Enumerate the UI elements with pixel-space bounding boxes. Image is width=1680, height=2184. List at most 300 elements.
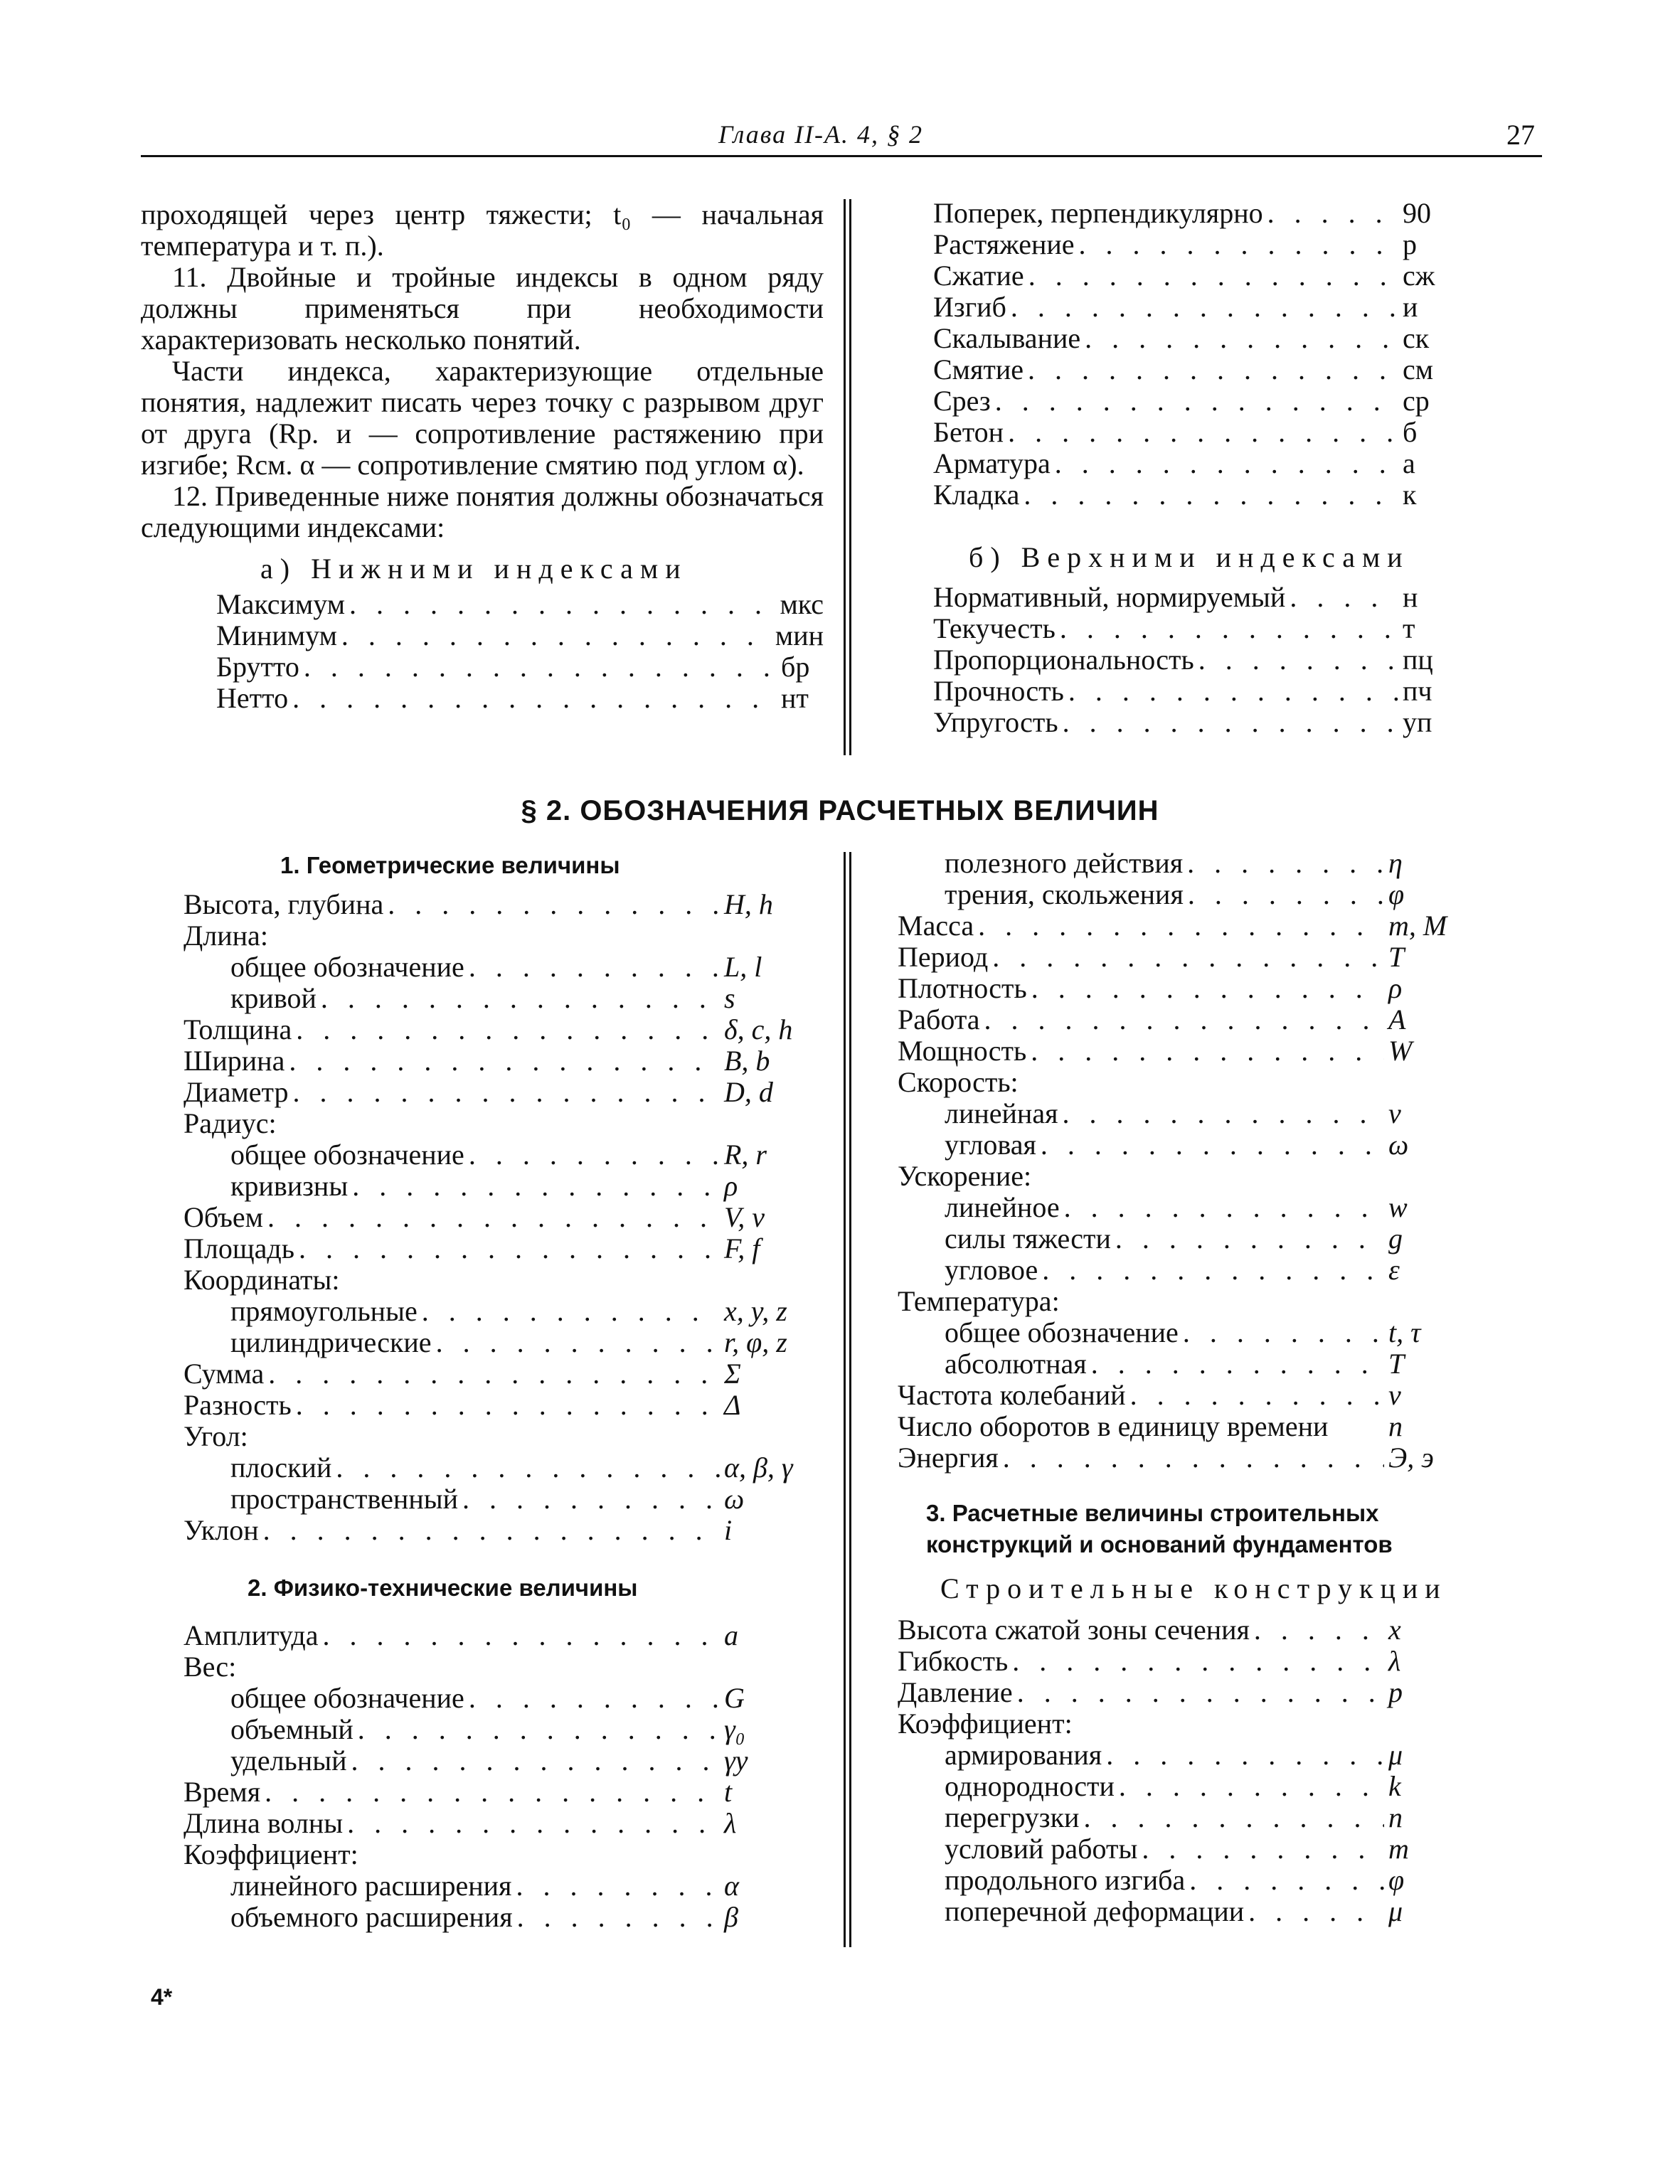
list-item [898, 1129, 1474, 1161]
subheading-design-line1: 3. Расчетные величины строительных [926, 1500, 1379, 1526]
dot-leader [1111, 1223, 1384, 1255]
physical-list-cont [898, 848, 1474, 1474]
item-symbol: B, b [724, 1045, 770, 1077]
item-symbol: p [1388, 1676, 1403, 1708]
list-item [184, 1139, 809, 1171]
item-term: Нетто [216, 682, 289, 714]
dot-leader [343, 1808, 720, 1839]
dot-leader [980, 1004, 1384, 1035]
item-term: общее обозначение [945, 1316, 1179, 1348]
running-head: Глава II-A. 4, § 2 [718, 120, 924, 149]
item-term: Время [184, 1776, 261, 1808]
list-item [898, 1255, 1474, 1286]
paragraph: 12. Приведенные ниже понятия должны обозначаться следующими индексами: [141, 480, 824, 543]
item-symbol: s [724, 982, 735, 1014]
dot-leader [1026, 1035, 1384, 1067]
item-term: Коэффициент: [898, 1708, 1073, 1740]
item-term: кривизны [230, 1170, 349, 1202]
column-divider [844, 199, 846, 755]
item-term: Коэффициент: [184, 1838, 358, 1870]
dot-leader [285, 1045, 720, 1077]
list-item [898, 1192, 1474, 1223]
list-item [184, 889, 809, 920]
subheading-upper-indices: б) Верхними индексами [969, 541, 1410, 573]
item-term: объемного расширения [230, 1901, 513, 1933]
item-symbol: r, φ, z [724, 1326, 787, 1358]
list-item [184, 1714, 809, 1745]
dot-leader [1060, 1192, 1384, 1223]
dot-leader [1024, 260, 1398, 292]
list-item [216, 651, 824, 683]
dot-leader [1038, 1255, 1384, 1286]
list-item [933, 354, 1445, 385]
item-term: Срез [933, 385, 991, 417]
list-item [184, 920, 809, 952]
dot-leader [1058, 1098, 1385, 1129]
left-top-column [141, 199, 824, 714]
item-symbol: а [1403, 447, 1415, 479]
item-term: Разность [184, 1389, 292, 1421]
item-term: Высота, глубина [184, 888, 384, 920]
item-term: линейная [945, 1097, 1058, 1129]
dot-leader [1250, 1614, 1384, 1646]
item-term: Скорость: [898, 1066, 1019, 1098]
item-term: Период [898, 941, 989, 973]
item-term: пространственный [230, 1483, 459, 1515]
dot-leader [1004, 417, 1398, 448]
list-item [898, 1348, 1474, 1380]
list-item [898, 1865, 1474, 1896]
list-item [184, 1421, 809, 1452]
item-symbol: R, r [724, 1139, 767, 1171]
dot-leader [353, 1714, 720, 1745]
item-symbol: пц [1403, 644, 1433, 676]
item-symbol: λ [724, 1807, 737, 1839]
list-item [216, 589, 824, 620]
item-symbol: m, M [1388, 910, 1447, 942]
item-term: Нормативный, нормируемый [933, 581, 1286, 613]
dot-leader [418, 1296, 720, 1327]
list-item [184, 1839, 809, 1870]
item-term: Смятие [933, 353, 1024, 385]
list-item [898, 1035, 1474, 1067]
dot-leader [292, 1014, 720, 1045]
item-term: Длина волны [184, 1807, 344, 1839]
dot-leader [1036, 1129, 1384, 1161]
list-item [898, 1771, 1474, 1802]
list-item [933, 479, 1445, 511]
dot-leader [1024, 354, 1398, 385]
item-symbol: α, β, γ [724, 1451, 793, 1483]
item-symbol: пч [1403, 675, 1432, 707]
dot-leader [299, 651, 777, 683]
dot-leader [1008, 1646, 1384, 1677]
list-item [898, 1286, 1474, 1317]
item-symbol: m [1388, 1833, 1409, 1865]
item-term: Длина: [184, 920, 268, 952]
dot-leader [458, 1483, 720, 1515]
item-term: прямоугольные [230, 1295, 418, 1327]
item-symbol: η [1388, 847, 1403, 879]
item-symbol: λ [1388, 1645, 1401, 1677]
list-item [184, 1077, 809, 1108]
list-item [898, 1833, 1474, 1865]
item-symbol: W [1388, 1035, 1413, 1067]
list-item [898, 973, 1474, 1004]
list-item [184, 1620, 809, 1651]
item-term: Сумма [184, 1358, 265, 1390]
item-symbol: A [1388, 1003, 1406, 1035]
item-term: трения, скольжения [945, 878, 1184, 910]
item-symbol: мкс [780, 588, 824, 620]
item-term: перегрузки [945, 1801, 1080, 1833]
geometric-list [184, 889, 809, 1546]
dot-leader [337, 620, 771, 651]
item-symbol: ω [1388, 1129, 1409, 1161]
upper-indices-list [933, 582, 1445, 738]
item-term: Объем [184, 1201, 263, 1233]
list-item [898, 1442, 1474, 1474]
item-symbol: g [1388, 1222, 1403, 1255]
dot-leader [1013, 1677, 1384, 1708]
item-term: Бетон [933, 416, 1004, 448]
dot-leader [345, 589, 775, 620]
list-item [184, 1808, 809, 1839]
building-structures-list [898, 1614, 1474, 1927]
dot-leader [1102, 1740, 1384, 1771]
list-item [898, 1896, 1474, 1927]
dot-leader [1087, 1348, 1384, 1380]
dot-leader [1051, 448, 1398, 479]
item-symbol: нт [781, 682, 809, 714]
list-item [898, 848, 1474, 879]
item-symbol: ск [1403, 322, 1430, 354]
item-symbol: G [724, 1682, 745, 1714]
item-term: Растяжение [933, 228, 1075, 260]
list-item [184, 1202, 809, 1233]
dot-leader [288, 683, 777, 714]
item-symbol: n [1388, 1801, 1403, 1833]
item-symbol: ρ [724, 1170, 738, 1202]
item-symbol: см [1403, 353, 1434, 385]
list-item [184, 1651, 809, 1683]
item-symbol: к [1403, 479, 1417, 511]
item-symbol: ν [1388, 1379, 1401, 1411]
dot-leader [513, 1902, 720, 1933]
dot-leader [1194, 644, 1398, 676]
list-item [184, 1171, 809, 1202]
item-term: Плотность [898, 972, 1027, 1004]
dot-leader [1058, 707, 1398, 738]
subheading-physical: 2. Физико-технические величины [248, 1575, 638, 1601]
list-item [898, 1317, 1474, 1348]
dot-leader [294, 1233, 720, 1264]
item-term: Прочность [933, 675, 1064, 707]
item-symbol: Σ [724, 1358, 741, 1390]
item-term: Изгиб [933, 291, 1006, 323]
list-item [184, 952, 809, 983]
column-divider [849, 199, 851, 755]
item-term: Толщина [184, 1013, 292, 1045]
item-symbol: v [1388, 1097, 1401, 1129]
list-item [184, 1264, 809, 1296]
item-term: Координаты: [184, 1264, 340, 1296]
list-item [184, 1745, 809, 1777]
dot-leader [346, 1745, 720, 1777]
item-term: Давление [898, 1676, 1013, 1708]
dot-leader [1006, 292, 1398, 323]
list-item [898, 942, 1474, 973]
list-item [184, 1483, 809, 1515]
dot-leader [1064, 676, 1398, 707]
item-term: Радиус: [184, 1107, 277, 1139]
dot-leader [974, 910, 1384, 942]
paragraph: Части индекса, характеризующие отдельные понятия, надлежит писать через точку с разрывом друг от друга (Rр. и — сопротивление растяжению при изгибе; Rсм. α — сопротивление смятию под углом α). [141, 355, 824, 481]
item-term: Площадь [184, 1232, 294, 1264]
list-item [184, 1515, 809, 1546]
item-symbol: x, y, z [724, 1295, 787, 1327]
dot-leader [1137, 1833, 1384, 1865]
subheading-building-structures: Строительные конструкции [940, 1572, 1447, 1604]
item-symbol: t [724, 1776, 733, 1808]
item-symbol: F, f [724, 1232, 760, 1264]
lower-indices-list-cont [933, 198, 1445, 511]
section-title: § 2. ОБОЗНАЧЕНИЯ РАСЧЕТНЫХ ВЕЛИЧИН [521, 795, 1159, 826]
item-term: поперечной деформации [945, 1895, 1245, 1927]
list-item [933, 448, 1445, 479]
item-term: Работа [898, 1003, 980, 1035]
item-symbol: и [1403, 291, 1418, 323]
list-item [933, 644, 1445, 676]
item-term: продольного изгиба [945, 1864, 1186, 1896]
item-symbol: ср [1403, 385, 1430, 417]
dot-leader [1126, 1380, 1384, 1411]
list-item [933, 676, 1445, 707]
item-symbol: a [724, 1619, 738, 1651]
dot-leader [1075, 229, 1398, 260]
item-symbol: γу [724, 1744, 748, 1777]
item-term: Уклон [184, 1514, 259, 1546]
item-term: Число оборотов в единицу времени [898, 1410, 1329, 1442]
dot-leader [1115, 1771, 1384, 1802]
list-item [184, 1233, 809, 1264]
dot-leader [259, 1515, 720, 1546]
item-term: условий работы [945, 1833, 1138, 1865]
item-symbol: ρ [1388, 972, 1403, 1004]
dot-leader [331, 1452, 720, 1483]
dot-leader [464, 952, 720, 983]
item-term: общее обозначение [230, 951, 464, 983]
header-rule [141, 155, 1542, 157]
list-item [184, 1683, 809, 1714]
item-term: Ширина [184, 1045, 285, 1077]
list-item [898, 879, 1474, 910]
list-item [184, 1045, 809, 1077]
item-term: абсолютная [945, 1348, 1087, 1380]
item-term: Вес: [184, 1651, 237, 1683]
dot-leader [317, 983, 720, 1014]
right-top-column [933, 198, 1445, 738]
item-term: Энергия [898, 1442, 999, 1474]
subheading-design-line2: конструкций и оснований фундаментов [926, 1531, 1393, 1557]
signature-mark: 4* [151, 1984, 173, 2010]
item-term: угловое [945, 1254, 1038, 1286]
list-item [184, 1902, 809, 1933]
list-item [216, 620, 824, 651]
dot-leader [264, 1358, 720, 1390]
item-term: Упругость [933, 706, 1058, 738]
dot-leader [1019, 479, 1398, 511]
item-term: цилиндрические [230, 1326, 432, 1358]
item-term: плоский [230, 1451, 332, 1483]
item-symbol: б [1403, 416, 1418, 448]
item-symbol: н [1403, 581, 1418, 613]
item-term: Мощность [898, 1035, 1027, 1067]
item-term: Кладка [933, 479, 1020, 511]
item-symbol: р [1403, 228, 1417, 260]
subheading-geometric: 1. Геометрические величины [280, 852, 620, 878]
column-divider [849, 852, 851, 1947]
physical-list [184, 1620, 809, 1933]
dot-leader [1079, 1802, 1384, 1833]
item-term: объемный [230, 1713, 353, 1745]
dot-leader [464, 1139, 720, 1171]
dot-leader [260, 1777, 720, 1808]
item-term: Ускорение: [898, 1160, 1032, 1192]
dot-leader [1183, 848, 1384, 879]
item-symbol: ω [724, 1483, 745, 1515]
list-item [898, 1098, 1474, 1129]
item-symbol: D, d [724, 1076, 773, 1108]
item-term: Максимум [216, 588, 346, 620]
list-item [184, 1452, 809, 1483]
paragraph: 11. Двойные и тройные индексы в одном ряду должны применяться при необходимости характеризовать несколько понятий. [141, 261, 824, 356]
item-symbol: уп [1403, 706, 1432, 738]
item-symbol: w [1388, 1191, 1408, 1223]
item-term: кривой [230, 982, 317, 1014]
item-symbol: μ [1388, 1739, 1403, 1771]
item-term: Пропорциональность [933, 644, 1194, 676]
item-term: Гибкость [898, 1645, 1009, 1677]
item-term: Поперек, перпендикулярно [933, 197, 1263, 229]
item-symbol: T [1388, 941, 1405, 973]
column-divider [844, 852, 846, 1947]
list-item [898, 1411, 1474, 1442]
left-bottom-column [184, 848, 809, 1933]
dot-leader [511, 1870, 720, 1902]
item-symbol: V, v [724, 1201, 765, 1233]
list-item [184, 1870, 809, 1902]
list-item [898, 1004, 1474, 1035]
item-symbol: α [724, 1870, 739, 1902]
list-item [898, 1223, 1474, 1255]
list-item [898, 1740, 1474, 1771]
list-item [184, 1390, 809, 1421]
list-item [898, 1677, 1474, 1708]
item-term: линейного расширения [230, 1870, 512, 1902]
item-term: Масса [898, 910, 974, 942]
dot-leader [1056, 613, 1398, 644]
item-term: общее обозначение [230, 1139, 464, 1171]
item-symbol: i [724, 1514, 733, 1546]
list-item [184, 1296, 809, 1327]
item-symbol: μ [1388, 1895, 1403, 1927]
dot-leader [432, 1327, 720, 1358]
item-term: удельный [230, 1744, 347, 1777]
list-item [184, 1327, 809, 1358]
item-term: Температура: [898, 1285, 1060, 1317]
list-item [933, 707, 1445, 738]
item-symbol: t, τ [1388, 1316, 1421, 1348]
paragraph: проходящей через центр тяжести; t₀ — начальная температура и т. п.). [141, 198, 824, 262]
item-symbol: φ [1388, 878, 1405, 910]
item-term: армирования [945, 1739, 1102, 1771]
dot-leader [1285, 582, 1398, 613]
list-item [933, 582, 1445, 613]
item-symbol: T [1388, 1348, 1405, 1380]
item-term: угловая [945, 1129, 1036, 1161]
item-symbol: γ₀ [724, 1713, 745, 1745]
item-symbol: бр [781, 651, 810, 683]
list-item [933, 323, 1445, 354]
item-term: Диаметр [184, 1076, 289, 1108]
list-item [184, 1358, 809, 1390]
item-term: Сжатие [933, 260, 1024, 292]
item-symbol: Δ [724, 1389, 741, 1421]
item-term: Амплитуда [184, 1619, 319, 1651]
lower-indices-list [141, 589, 824, 714]
item-term: Скалывание [933, 322, 1081, 354]
item-symbol: мин [775, 619, 824, 651]
item-term: Брутто [216, 651, 299, 683]
item-symbol: L, l [724, 951, 762, 983]
item-term: общее обозначение [230, 1682, 464, 1714]
item-term: Текучесть [933, 612, 1056, 644]
dot-leader [991, 385, 1398, 417]
subheading-lower-indices: а) Нижними индексами [260, 553, 688, 585]
dot-leader [988, 942, 1384, 973]
dot-leader [1244, 1896, 1384, 1927]
item-term: силы тяжести [945, 1222, 1111, 1255]
item-term: Частота колебаний [898, 1379, 1126, 1411]
list-item [184, 1108, 809, 1139]
list-item [933, 229, 1445, 260]
list-item [933, 385, 1445, 417]
dot-leader [319, 1620, 720, 1651]
item-symbol: β [724, 1901, 738, 1933]
item-symbol: ε [1388, 1254, 1400, 1286]
list-item [898, 1067, 1474, 1098]
item-term: линейное [945, 1191, 1060, 1223]
list-item [898, 1614, 1474, 1646]
item-symbol: n [1388, 1410, 1403, 1442]
list-item [898, 1161, 1474, 1192]
list-item [933, 260, 1445, 292]
dot-leader [464, 1683, 720, 1714]
right-bottom-column [898, 848, 1474, 1927]
item-symbol: φ [1388, 1864, 1405, 1896]
item-symbol: k [1388, 1770, 1401, 1802]
dot-leader [292, 1390, 720, 1421]
list-item [933, 292, 1445, 323]
dot-leader [1080, 323, 1398, 354]
dot-leader [1179, 1317, 1384, 1348]
item-symbol: т [1403, 612, 1415, 644]
list-item [898, 1802, 1474, 1833]
page-number: 27 [1506, 119, 1535, 151]
item-symbol: x [1388, 1614, 1401, 1646]
list-item [898, 1380, 1474, 1411]
